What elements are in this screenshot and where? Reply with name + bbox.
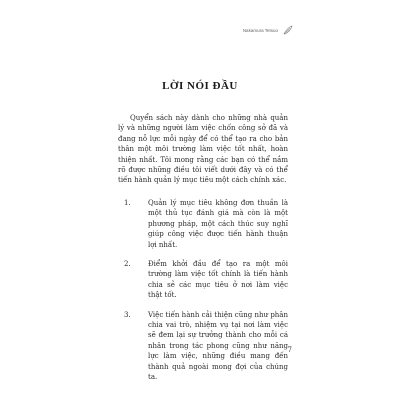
list-item-text: Quản lý mục tiêu không đơn thuần là một thủ tục đánh giá mà còn là một phương pháp, một cách thúc suy nghĩ giúp công việc được tiến hành thuận lợi nhất. <box>148 199 288 249</box>
chapter-title: LỜI NÓI ĐẦU <box>162 80 238 92</box>
feather-ornament-icon <box>282 24 294 36</box>
page-number: 7 <box>287 346 292 354</box>
list-item <box>124 259 288 301</box>
running-head-text: Nakamura Tetsuo <box>242 27 278 33</box>
list-item-number: 1. <box>124 199 131 207</box>
list-item-text: Việc tiến hành cải thiện cũng như phân chia vai trò, nhiệm vụ tại nơi làm việc sẽ đem lại sự trưởng thành cho mỗi cá nhân trong tác phong cũng như năng lực làm việc, những điều mang đến thành quả ngoài mong đợi của chúng ta. <box>148 310 288 382</box>
intro-paragraph: Quyển sách này dành cho những nhà quản lý và những người làm việc chốn công sở đã và đang nỗ lực mỗi ngày để có thể tạo ra cho bản thân một môi trường làm việc tốt nhất, hoàn thiện nhất. Tôi mong rằng các bạn có thể nắm rõ được những điều tôi viết dưới đây và có thể tiến hành quản lý mục tiêu một cách chính xác. <box>118 114 288 185</box>
list-item-number: 2. <box>124 260 131 269</box>
numbered-list <box>124 198 288 392</box>
list-item <box>124 310 288 383</box>
list-item-text: Điểm khởi đầu để tạo ra một môi trường làm việc tốt chính là tiến hành chia sẻ các mục tiêu ở nơi làm việc thật tốt. <box>148 260 288 300</box>
list-item <box>124 198 288 250</box>
book-page <box>106 24 294 382</box>
running-head <box>243 24 294 36</box>
list-item-number: 3. <box>124 310 131 319</box>
